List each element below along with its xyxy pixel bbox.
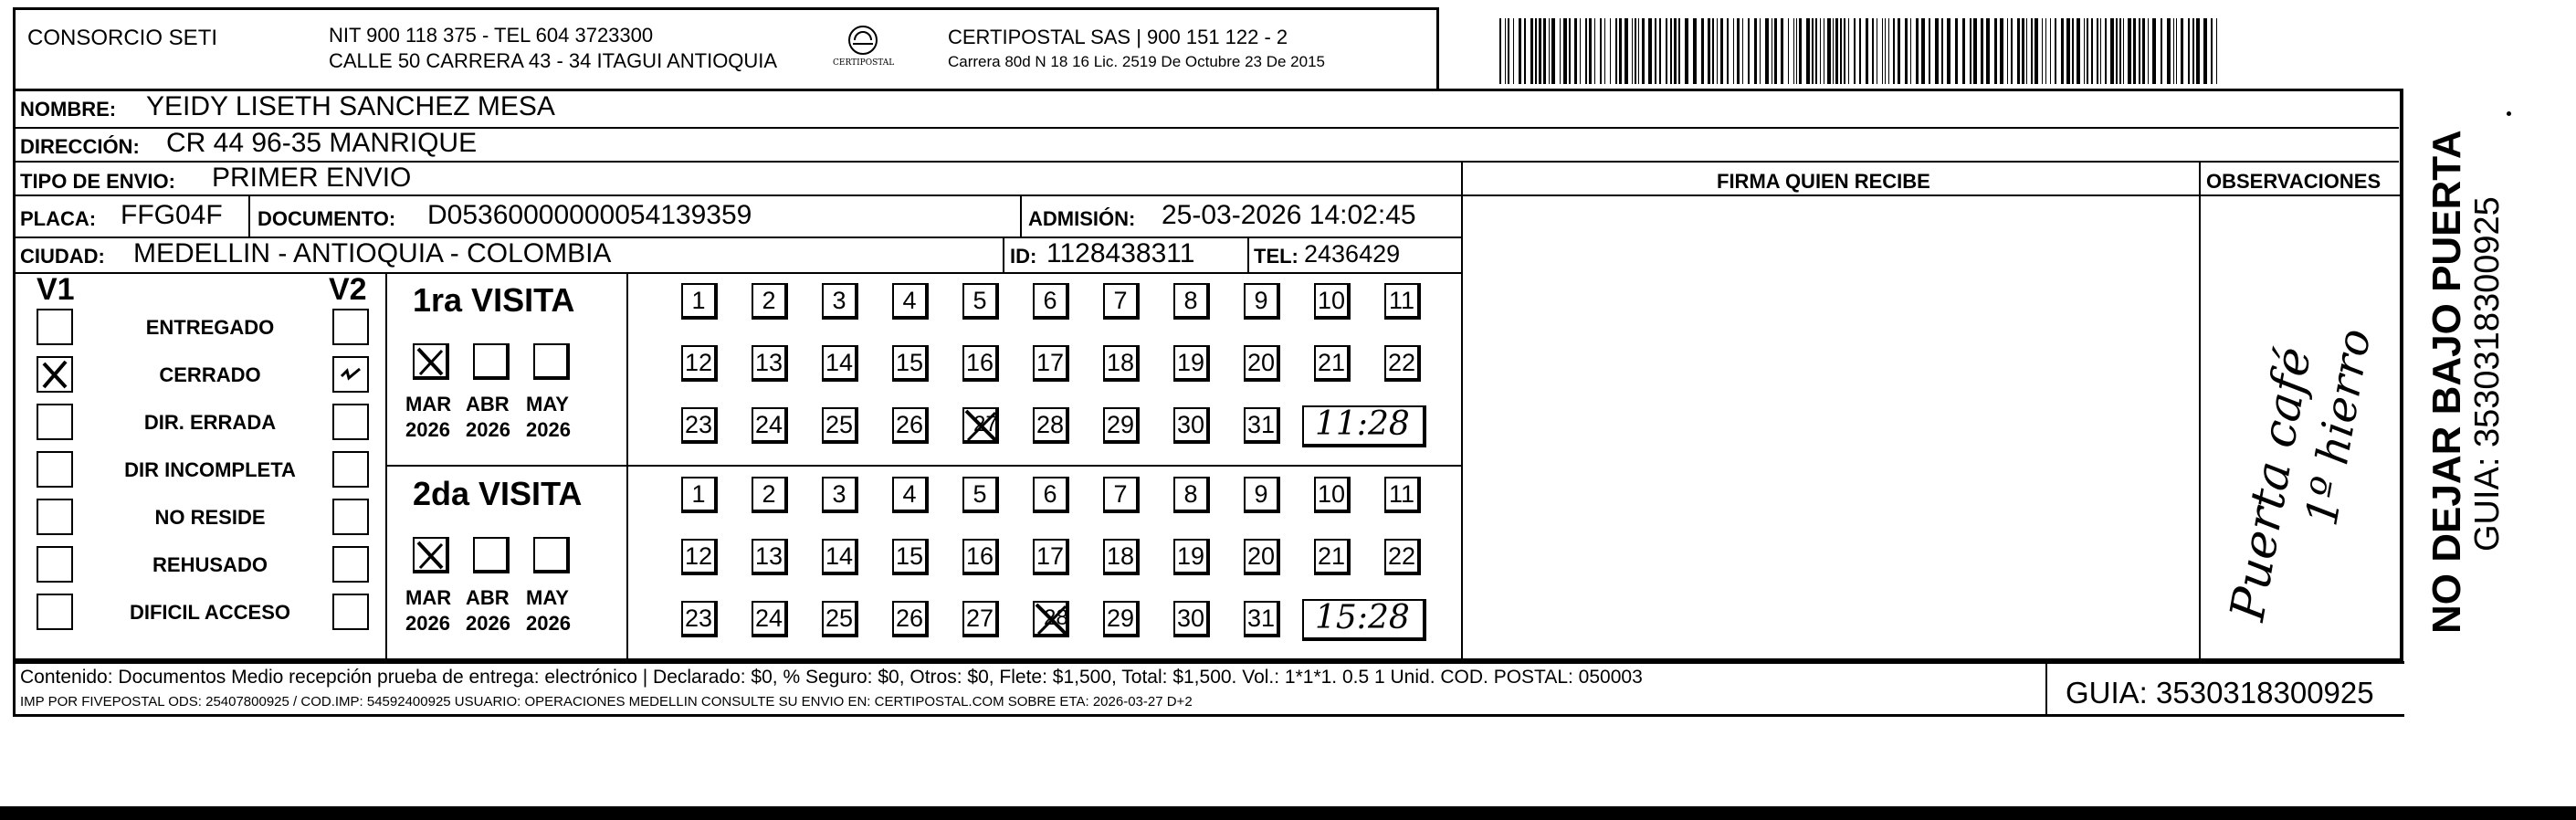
day-box-25[interactable]: 25 [822,407,858,444]
barcode-bar [1508,18,1509,84]
v2-checkbox[interactable] [332,594,369,630]
barcode-bar [1524,18,1526,84]
barcode-bar [1549,18,1550,84]
day-box-18[interactable]: 18 [1103,345,1140,382]
barcode-bar [1530,18,1533,84]
barcode-bar [1905,18,1908,84]
visit-time-box[interactable] [1302,599,1426,641]
status-option-label: DIFICIL ACCESO [129,601,290,624]
day-box-8[interactable]: 8 [1173,283,1210,320]
barcode-bar [1748,18,1750,84]
barcode-bar [1796,18,1797,84]
day-box-9[interactable]: 9 [1244,283,1280,320]
v1-checkbox[interactable] [37,499,73,535]
barcode-bar [2045,18,2046,84]
year-label: 2026 [466,418,510,441]
day-box-7[interactable]: 7 [1103,283,1140,320]
direccion-label: DIRECCIÓN: [20,135,140,158]
observaciones-label: OBSERVACIONES [2206,170,2381,193]
barcode-bar [1642,18,1645,84]
status-option-label: DIR INCOMPLETA [124,458,296,481]
day-box-23[interactable]: 23 [681,601,718,637]
barcode-bar [2007,18,2008,84]
year-label: 2026 [405,612,450,635]
barcode-bar [2066,18,2070,84]
barcode-bar [1827,18,1831,84]
day-box-3[interactable]: 3 [822,283,858,320]
barcode-bar [1844,18,1845,84]
year-label: 2026 [466,612,510,635]
barcode-bar [1685,18,1688,84]
month-label: ABR [466,393,510,415]
barcode-bar [2011,18,2013,84]
barcode-bar [2173,18,2174,84]
day-box-24[interactable]: 24 [752,407,788,444]
tipo-envio-value: PRIMER ENVIO [212,163,412,193]
day-box-14[interactable]: 14 [822,345,858,382]
barcode-bar [2100,18,2101,84]
x-mark-icon [415,539,447,572]
placa-value: FFG04F [121,200,223,230]
barcode-bar [1580,18,1581,84]
status-option-label: NO RESIDE [154,506,266,529]
barcode-bar [1733,18,1734,84]
barcode-bar [1760,18,1761,84]
month-checkbox-mar[interactable] [413,537,449,573]
month-label: MAY [526,393,569,415]
barcode-bar [1539,18,1541,84]
barcode-bar [1935,18,1939,84]
barcode-bar [2119,18,2121,84]
barcode-bar [1986,18,1990,84]
v2-checkbox[interactable] [332,404,369,440]
footer-imp-line: IMP POR FIVEPOSTAL ODS: 25407800925 / COD.IMP: 54592400925 USUARIO: OPERACIONES MEDELLIN CONSULTE SU ENVIO EN: CERTIPOSTAL.COM SOBRE ETA: 2026-03-27 D+2 [20,694,1193,710]
v1-checkbox[interactable] [37,546,73,583]
direccion-value: CR 44 96-35 MANRIQUE [166,128,478,158]
day-box-12[interactable]: 12 [681,539,718,575]
barcode-bar [1648,18,1652,84]
barcode-bar [1941,18,1943,84]
barcode-bar [2192,18,2194,84]
barcode-bar [1882,18,1883,84]
day-box-6[interactable]: 6 [1033,477,1069,513]
year-label: 2026 [526,418,571,441]
day-box-23[interactable]: 23 [681,407,718,444]
barcode-bar [1519,18,1521,84]
barcode-bar [2105,18,2107,84]
side-guia: GUIA: 3530318300925 [2468,196,2507,552]
barcode-bar [2203,18,2207,84]
status-option-label: CERRADO [159,363,261,386]
day-number: 27 [973,412,998,436]
barcode-bar [1693,18,1697,84]
ciudad-value: MEDELLIN - ANTIOQUIA - COLOMBIA [133,238,612,268]
v2-checkbox[interactable] [332,309,369,345]
day-box-13[interactable]: 13 [752,539,788,575]
day-number: 28 [1044,605,1068,630]
barcode-bar [1535,18,1537,84]
day-box-30[interactable]: 30 [1173,407,1210,444]
barcode-bar [2181,18,2183,84]
day-box-15[interactable]: 15 [892,539,929,575]
ciudad-label: CIUDAD: [20,245,105,268]
tel-value: 2436429 [1304,240,1401,268]
day-box-4[interactable]: 4 [892,283,929,320]
barcode-bar [1543,18,1546,84]
barcode-bar [1835,18,1838,84]
day-box-27[interactable]: 27 [962,601,999,637]
day-box-29[interactable]: 29 [1103,407,1140,444]
status-option-label: DIR. ERRADA [143,411,277,434]
barcode-bar [2087,18,2088,84]
barcode-bar [1708,18,1710,84]
tipo-envio-label: TIPO DE ENVIO: [20,170,175,193]
id-value: 1128438311 [1046,238,1195,268]
barcode-bar [2116,18,2118,84]
barcode-bar [1594,18,1595,84]
day-box-15[interactable]: 15 [892,345,929,382]
barcode-bar [2216,18,2217,84]
nombre-value: YEIDY LISETH SANCHEZ MESA [146,91,555,121]
barcode-bar [1604,18,1605,84]
check-mark-icon [334,358,367,391]
day-box-10[interactable]: 10 [1314,477,1351,513]
tel-label: TEL: [1254,245,1299,268]
barcode-bar [2110,18,2114,84]
month-checkbox-abr[interactable] [473,537,510,573]
barcode-bar [1947,18,1950,84]
barcode-bar [1674,18,1677,84]
day-box-5[interactable]: 5 [962,283,999,320]
barcode-bar [1635,18,1636,84]
placa-label: PLACA: [20,207,97,230]
barcode-bar [2161,18,2162,84]
day-box-22[interactable]: 22 [1384,345,1421,382]
carrier-line: CERTIPOSTAL SAS | 900 151 122 - 2 [948,26,1288,48]
barcode-bar [1765,18,1769,84]
day-box-25[interactable]: 25 [822,601,858,637]
day-box-13[interactable]: 13 [752,345,788,382]
v1-checkbox[interactable] [37,451,73,488]
barcode-bar [2142,18,2145,84]
footer-content-line: Contenido: Documentos Medio recepción prueba de entrega: electrónico | Declarado: $0, % Seguro: $0, Otros: $0, Flete: $1,500, Total: $1,500. Vol.: 1*1*1. 0.5 1 Unid. COD. POSTAL: 050003 [20,667,1643,688]
barcode-bar [1812,18,1814,84]
barcode-bar [1659,18,1661,84]
day-box-30[interactable]: 30 [1173,601,1210,637]
barcode-bar [2017,18,2020,84]
day-box-22[interactable]: 22 [1384,539,1421,575]
barcode-bar [2188,18,2190,84]
barcode-bar [1994,18,1997,84]
day-box-4[interactable]: 4 [892,477,929,513]
barcode-bar [1916,18,1919,84]
month-label: ABR [466,586,510,609]
barcode-bar [2000,18,2003,84]
day-box-21[interactable]: 21 [1314,345,1351,382]
barcode-bar [1701,18,1704,84]
v1-label: V1 [37,272,75,307]
day-box-18[interactable]: 18 [1103,539,1140,575]
logo-text: CERTIPOSTAL [833,58,895,68]
stray-mark [2507,111,2511,116]
barcode-bar [2167,18,2171,84]
v2-checkbox[interactable] [332,546,369,583]
barcode-bar [1632,18,1633,84]
barcode-bar [1513,18,1514,84]
license-line: Carrera 80d N 18 16 Lic. 2519 De Octubre 23 De 2015 [948,53,1325,70]
day-box-24[interactable]: 24 [752,601,788,637]
day-box-29[interactable]: 29 [1103,601,1140,637]
barcode-bar [1888,18,1889,84]
admision-label: ADMISIÓN: [1028,207,1136,230]
company-name: CONSORCIO SETI [27,26,218,50]
v1-checkbox[interactable] [37,594,73,630]
day-box-2[interactable]: 2 [752,283,788,320]
footer-guia: GUIA: 3530318300925 [2066,676,2374,710]
barcode-bar [1624,18,1628,84]
barcode-bar [1781,18,1783,84]
barcode-bar [2061,18,2064,84]
v1-checkbox[interactable] [37,404,73,440]
barcode-bar [1666,18,1667,84]
barcode-bar [1962,18,1965,84]
barcode-bar [1910,18,1911,84]
barcode-bar [2035,18,2038,84]
day-box-20[interactable]: 20 [1244,345,1280,382]
barcode-bar [1955,18,1958,84]
side-warning: NO DEJAR BAJO PUERTA [2424,130,2469,634]
day-box-19[interactable]: 19 [1173,345,1210,382]
day-box-11[interactable]: 11 [1384,477,1421,513]
observaciones-note-line2: 1º hierro [2296,324,2381,531]
barcode-bar [2097,18,2098,84]
visit-time: 11:28 [1315,405,1410,443]
month-label: MAY [526,586,569,609]
day-box-20[interactable]: 20 [1244,539,1280,575]
barcode-bar [1774,18,1777,84]
barcode-bar [1499,18,1501,84]
barcode-bar [1799,18,1802,84]
certipostal-logo-icon [831,22,895,77]
barcode-bar [2091,18,2093,84]
barcode-bar [2196,18,2200,84]
month-label: MAR [405,586,452,609]
v2-checkbox[interactable] [332,451,369,488]
status-option-label: ENTREGADO [145,316,275,339]
day-box-3[interactable]: 3 [822,477,858,513]
day-box-8[interactable]: 8 [1173,477,1210,513]
barcode-bar [1670,18,1672,84]
v2-label: V2 [329,272,367,307]
day-box-16[interactable]: 16 [962,539,999,575]
visit-title: 1ra VISITA [413,281,575,319]
barcode-bar [1893,18,1895,84]
day-box-6[interactable]: 6 [1033,283,1069,320]
barcode [1499,18,2221,84]
barcode-bar [1921,18,1925,84]
id-label: ID: [1010,245,1037,268]
day-box-28[interactable] [1033,601,1069,637]
barcode-bar [1854,18,1856,84]
barcode-bar [1619,18,1622,84]
visit-title: 2da VISITA [413,475,583,512]
day-box-10[interactable]: 10 [1314,283,1351,320]
barcode-bar [2055,18,2056,84]
barcode-bar [1720,18,1723,84]
month-checkbox-may[interactable] [533,537,570,573]
barcode-bar [1820,18,1821,84]
bottom-band [0,806,2576,820]
barcode-bar [2211,18,2213,84]
barcode-bar [1970,18,1971,84]
observaciones-note [2201,274,2402,657]
x-mark-icon [38,358,71,391]
barcode-bar [1615,18,1617,84]
year-label: 2026 [526,612,571,635]
admision-value: 25-03-2026 14:02:45 [1162,200,1416,230]
barcode-bar [1505,18,1506,84]
month-checkbox-abr[interactable] [473,343,510,380]
day-box-7[interactable]: 7 [1103,477,1140,513]
barcode-bar [1585,18,1587,84]
barcode-bar [1678,18,1680,84]
barcode-bar [2133,18,2136,84]
barcode-bar [1793,18,1794,84]
barcode-bar [2072,18,2074,84]
barcode-bar [1929,18,1930,84]
barcode-bar [1848,18,1849,84]
barcode-bar [1806,18,1810,84]
barcode-bar [2050,18,2051,84]
barcode-bar [1589,18,1592,84]
v1-checkbox[interactable] [37,309,73,345]
day-box-28[interactable]: 28 [1033,407,1069,444]
day-box-21[interactable]: 21 [1314,539,1351,575]
barcode-bar [1788,18,1789,84]
barcode-bar [2176,18,2177,84]
barcode-bar [1600,18,1602,84]
barcode-bar [2148,18,2149,84]
day-box-31[interactable]: 31 [1244,407,1280,444]
barcode-bar [2084,18,2085,84]
barcode-bar [1866,18,1868,84]
nombre-label: NOMBRE: [20,98,117,121]
barcode-bar [1885,18,1886,84]
barcode-bar [1574,18,1577,84]
address-line: CALLE 50 CARRERA 43 - 34 ITAGUI ANTIOQUIA [329,49,778,72]
barcode-bar [1655,18,1656,84]
barcode-bar [2026,18,2027,84]
day-box-17[interactable]: 17 [1033,345,1069,382]
barcode-bar [1833,18,1834,84]
day-box-17[interactable]: 17 [1033,539,1069,575]
day-box-19[interactable]: 19 [1173,539,1210,575]
barcode-bar [1981,18,1983,84]
documento-value: D05360000000054139359 [427,200,752,230]
month-checkbox-mar[interactable] [413,343,449,380]
visit-time-box[interactable] [1302,405,1426,447]
month-checkbox-may[interactable] [533,343,570,380]
barcode-bar [2042,18,2043,84]
barcode-bar [1560,18,1561,84]
status-option-label: REHUSADO [152,553,268,576]
barcode-bar [1563,18,1567,84]
day-box-2[interactable]: 2 [752,477,788,513]
barcode-bar [1872,18,1874,84]
day-box-16[interactable]: 16 [962,345,999,382]
nit-line: NIT 900 118 375 - TEL 604 3723300 [329,24,654,47]
v2-checkbox[interactable] [332,356,369,393]
day-box-26[interactable]: 26 [892,407,929,444]
observaciones-note-line1: Puerta café [2220,342,2323,626]
day-box-1[interactable]: 1 [681,283,718,320]
barcode-bar [2152,18,2156,84]
barcode-bar [1742,18,1743,84]
barcode-bar [2031,18,2033,84]
v2-checkbox[interactable] [332,499,369,535]
barcode-bar [1898,18,1900,84]
year-label: 2026 [405,418,450,441]
barcode-bar [1737,18,1740,84]
month-label: MAR [405,393,452,415]
firma-label: FIRMA QUIEN RECIBE [1717,170,1930,193]
barcode-bar [1712,18,1714,84]
day-box-1[interactable]: 1 [681,477,718,513]
barcode-bar [1815,18,1817,84]
day-box-27[interactable] [962,407,999,444]
barcode-bar [1610,18,1611,84]
day-box-5[interactable]: 5 [962,477,999,513]
barcode-bar [1859,18,1861,84]
barcode-bar [2139,18,2140,84]
day-box-31[interactable]: 31 [1244,601,1280,637]
barcode-bar [1717,18,1718,84]
barcode-bar [2128,18,2131,84]
barcode-bar [1638,18,1639,84]
x-mark-icon [415,345,447,378]
day-box-12[interactable]: 12 [681,345,718,382]
day-box-26[interactable]: 26 [892,601,929,637]
visit-time: 15:28 [1315,599,1410,636]
barcode-bar [1973,18,1977,84]
barcode-bar [2123,18,2124,84]
barcode-bar [1569,18,1571,84]
day-box-9[interactable]: 9 [1244,477,1280,513]
day-box-11[interactable]: 11 [1384,283,1421,320]
barcode-bar [2022,18,2024,84]
barcode-bar [1754,18,1757,84]
documento-label: DOCUMENTO: [258,207,396,230]
barcode-bar [1727,18,1729,84]
day-box-14[interactable]: 14 [822,539,858,575]
barcode-bar [2077,18,2080,84]
barcode-bar [1840,18,1842,84]
barcode-bar [1551,18,1555,84]
v1-checkbox[interactable] [37,356,73,393]
